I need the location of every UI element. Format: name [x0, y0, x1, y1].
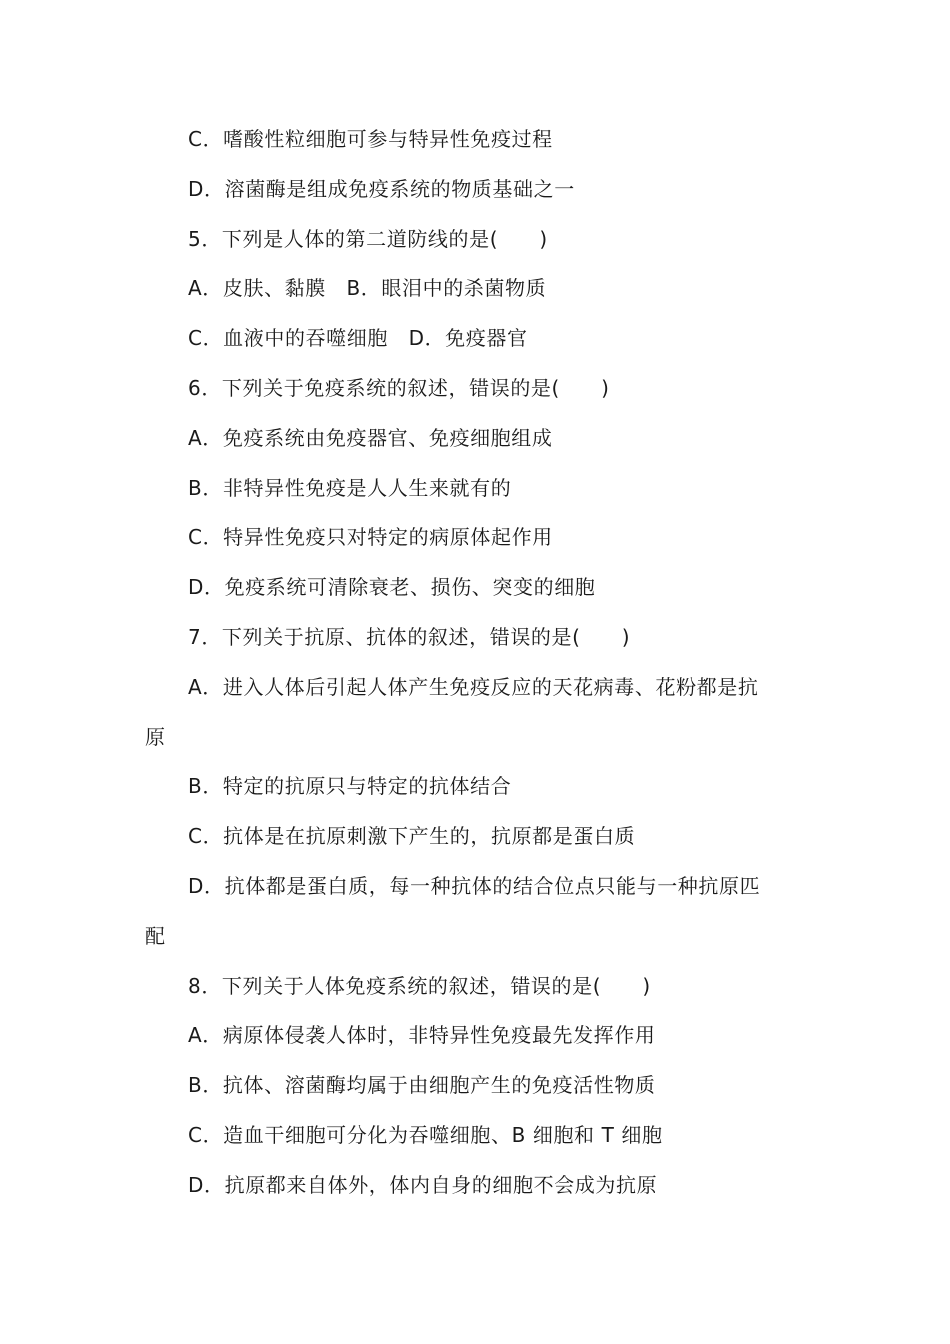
option-8a: A．病原体侵袭人体时，非特异性免疫最先发挥作用 — [188, 1023, 656, 1048]
option-7a-continued: 原 — [145, 724, 166, 749]
option-6b: B．非特异性免疫是人人生来就有的 — [188, 475, 512, 500]
question-6: 6．下列关于免疫系统的叙述，错误的是( ) — [188, 375, 610, 400]
option-6a: A．免疫系统由免疫器官、免疫细胞组成 — [188, 425, 553, 450]
question-8: 8．下列关于人体免疫系统的叙述，错误的是( ) — [188, 973, 651, 998]
option-6c: C．特异性免疫只对特定的病原体起作用 — [188, 525, 553, 550]
option-7d: D．抗体都是蛋白质，每一种抗体的结合位点只能与一种抗原匹 — [188, 873, 761, 898]
document-body — [145, 115, 810, 1211]
option-7d-continued: 配 — [145, 923, 166, 948]
option-7b: B．特定的抗原只与特定的抗体结合 — [188, 774, 512, 799]
option-4d: D．溶菌酶是组成免疫系统的物质基础之一 — [188, 176, 575, 201]
question-7: 7．下列关于抗原、抗体的叙述，错误的是( ) — [188, 624, 631, 649]
option-4c: C．嗜酸性粒细胞可参与特异性免疫过程 — [188, 127, 553, 151]
option-8b: B．抗体、溶菌酶均属于由细胞产生的免疫活性物质 — [188, 1073, 656, 1098]
option-7a: A．进入人体后引起人体产生免疫反应的天花病毒、花粉都是抗 — [188, 674, 759, 699]
question-5: 5．下列是人体的第二道防线的是( ) — [188, 226, 548, 251]
options-5cd: C．血液中的吞噬细胞 D．免疫器官 — [188, 326, 528, 351]
options-5ab: A．皮肤、黏膜 B．眼泪中的杀菌物质 — [188, 276, 547, 301]
option-6d: D．免疫系统可清除衰老、损伤、突变的细胞 — [188, 575, 596, 600]
option-8c: C．造血干细胞可分化为吞噬细胞、B 细胞和 T 细胞 — [188, 1122, 663, 1147]
option-8d: D．抗原都来自体外，体内自身的细胞不会成为抗原 — [188, 1172, 658, 1197]
option-7c: C．抗体是在抗原刺激下产生的，抗原都是蛋白质 — [188, 824, 636, 849]
